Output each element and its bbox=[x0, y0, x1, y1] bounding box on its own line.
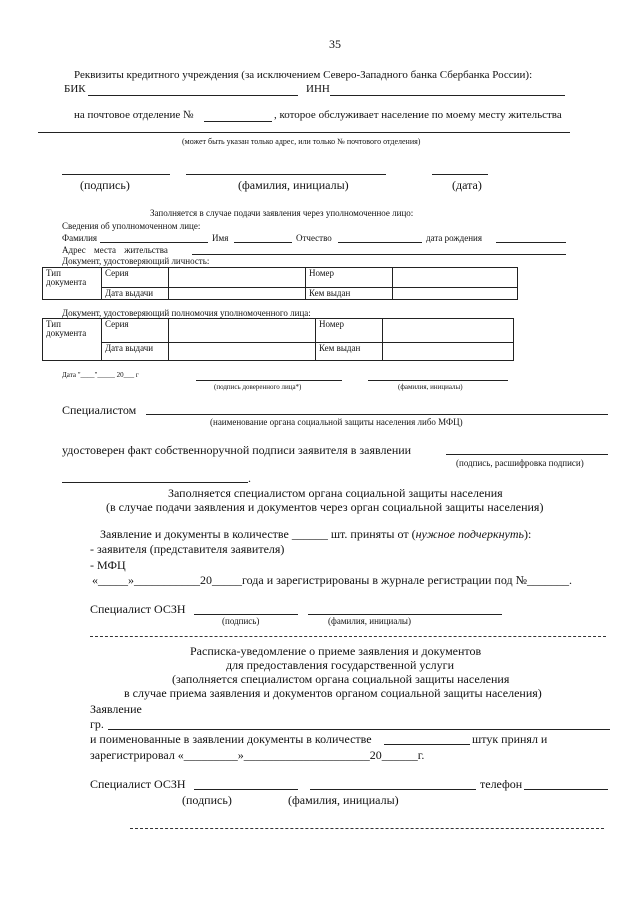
receipt-title-4: в случае приема заявления и документов органом социальной защиты населения) bbox=[124, 686, 542, 700]
doc-type-header: Тип документа bbox=[43, 319, 102, 361]
receipt-title-1: Расписка-уведомление о приеме заявления и документов bbox=[190, 644, 482, 658]
representative-heading: Заполняется в случае подачи заявления через уполномоченное лицо: bbox=[150, 208, 414, 218]
certified-caption: (подпись, расшифровка подписи) bbox=[456, 458, 584, 468]
post-office-number-field[interactable] bbox=[204, 121, 272, 122]
receipt-name-caption: (фамилия, инициалы) bbox=[288, 793, 399, 807]
surname-field[interactable] bbox=[100, 242, 208, 243]
receipt-specialist-label: Специалист ОСЗН bbox=[90, 777, 186, 791]
bik-field[interactable] bbox=[88, 95, 298, 96]
inn-field[interactable] bbox=[330, 95, 565, 96]
authority-doc-label: Документ, удостоверяющий полномочия уполномоченного лица: bbox=[62, 308, 311, 318]
bank-requisites-title: Реквизиты кредитного учреждения (за исключением Северо-Западного банка Сбербанка России): bbox=[74, 69, 533, 81]
name-caption: (фамилия, инициалы) bbox=[238, 178, 349, 192]
representative-info-label: Сведения об уполномоченном лице: bbox=[62, 221, 201, 231]
receipt-zayavlenie: Заявление bbox=[90, 702, 142, 716]
surname-label: Фамилия bbox=[62, 233, 98, 243]
authority-document-table bbox=[42, 318, 514, 361]
ossn-title-1: Заполняется специалистом органа социальной защиты населения bbox=[168, 486, 503, 500]
ossn-title-2: (в случае подачи заявления и документов через орган социальной защиты населения) bbox=[106, 500, 544, 514]
rep-signature-field[interactable] bbox=[196, 380, 342, 381]
receipt-phone-field[interactable] bbox=[524, 789, 608, 790]
specialist-org-field[interactable] bbox=[146, 414, 608, 415]
rep-name-caption: (фамилия, инициалы) bbox=[398, 383, 463, 391]
receipt-citizen-field[interactable] bbox=[108, 729, 610, 730]
ossn-name-field[interactable] bbox=[308, 614, 502, 615]
receipt-registered-text: зарегистрировал «_________»_____________________20______г. bbox=[90, 748, 425, 762]
issued-by-header: Кем выдан bbox=[306, 288, 393, 300]
rep-name-field[interactable] bbox=[368, 380, 508, 381]
birthdate-field[interactable] bbox=[496, 242, 566, 243]
id-document-table bbox=[42, 267, 518, 300]
series-header: Серия bbox=[102, 319, 169, 343]
id-doc-label: Документ, удостоверяющий личность: bbox=[62, 256, 210, 266]
issue-date-value[interactable] bbox=[169, 343, 316, 361]
receipt-title-2: для предоставления государственной услуги bbox=[226, 658, 455, 672]
post-office-label: на почтовое отделение № bbox=[74, 109, 194, 121]
specialist-label: Специалистом bbox=[62, 403, 137, 417]
firstname-field[interactable] bbox=[234, 242, 292, 243]
number-header: Номер bbox=[306, 268, 393, 288]
rep-date-text: Дата "____"_____ 20___ г bbox=[62, 371, 139, 379]
date-caption: (дата) bbox=[452, 178, 482, 192]
series-header: Серия bbox=[102, 268, 169, 288]
bottom-cut-line bbox=[130, 828, 604, 829]
receipt-docs-suffix: штук принял и bbox=[472, 732, 548, 746]
cut-line bbox=[90, 636, 606, 637]
series-value[interactable] bbox=[169, 319, 316, 343]
number-header: Номер bbox=[316, 319, 383, 343]
accepted-text: Заявление и документы в количестве ______ шт. приняты от ( bbox=[100, 527, 416, 541]
issued-by-value[interactable] bbox=[383, 343, 514, 361]
option-applicant[interactable]: - заявителя (представителя заявителя) bbox=[90, 542, 285, 556]
number-value[interactable] bbox=[393, 268, 518, 288]
doc-type-header: Тип документа bbox=[43, 268, 102, 300]
rep-address-field[interactable] bbox=[192, 254, 566, 255]
certified-period: . bbox=[248, 471, 251, 485]
patronymic-field[interactable] bbox=[338, 242, 422, 243]
receipt-title-3: (заполняется специалистом органа социальной защиты населения bbox=[172, 672, 510, 686]
signature-field[interactable] bbox=[62, 174, 170, 175]
page-number: 35 bbox=[329, 37, 341, 51]
certified-extra-field[interactable] bbox=[62, 482, 248, 483]
ossn-signature-caption: (подпись) bbox=[222, 616, 260, 626]
receipt-phone-label: телефон bbox=[480, 777, 523, 791]
option-mfc[interactable]: - МФЦ bbox=[90, 558, 126, 572]
rep-signature-caption: (подпись доверенного лица*) bbox=[214, 383, 302, 391]
issue-date-value[interactable] bbox=[169, 288, 306, 300]
number-value[interactable] bbox=[383, 319, 514, 343]
inn-label: ИНН bbox=[306, 83, 330, 95]
receipt-name-field[interactable] bbox=[310, 789, 476, 790]
signature-caption: (подпись) bbox=[80, 178, 130, 192]
series-value[interactable] bbox=[169, 268, 306, 288]
ossn-signature-field[interactable] bbox=[194, 614, 298, 615]
birthdate-label: дата рождения bbox=[426, 233, 482, 243]
name-field[interactable] bbox=[186, 174, 386, 175]
address-note: (может быть указан только адрес, или только № почтового отделения) bbox=[182, 137, 421, 146]
issue-date-header: Дата выдачи bbox=[102, 343, 169, 361]
certified-text: удостоверен факт собственноручной подписи заявителя в заявлении bbox=[62, 443, 412, 457]
patronymic-label: Отчество bbox=[296, 233, 332, 243]
receipt-gr-label: гр. bbox=[90, 717, 104, 731]
receipt-signature-caption: (подпись) bbox=[182, 793, 232, 807]
issued-by-value[interactable] bbox=[393, 288, 518, 300]
issue-date-header: Дата выдачи bbox=[102, 288, 169, 300]
certified-signature-field[interactable] bbox=[446, 454, 608, 455]
issued-by-header: Кем выдан bbox=[316, 343, 383, 361]
post-office-suffix: , которое обслуживает население по моему месту жительства bbox=[274, 109, 562, 121]
ossn-registered-text: «_____»___________20_____года и зарегистрированы в журнале регистрации под №_______. bbox=[92, 573, 573, 587]
ossn-name-caption: (фамилия, инициалы) bbox=[328, 616, 411, 626]
accepted-end: ): bbox=[523, 527, 532, 541]
address-label: Адрес места жительства bbox=[62, 245, 168, 255]
specialist-org-caption: (наименование органа социальной защиты населения либо МФЦ) bbox=[210, 417, 463, 427]
accepted-italic: нужное подчеркнуть bbox=[415, 527, 524, 541]
receipt-signature-field[interactable] bbox=[194, 789, 298, 790]
receipt-docs-count-field[interactable] bbox=[384, 744, 470, 745]
ossn-accepted-line bbox=[100, 528, 531, 540]
address-field[interactable] bbox=[38, 132, 570, 133]
date-field[interactable] bbox=[432, 174, 488, 175]
receipt-docs-text: и поименованные в заявлении документы в количестве bbox=[90, 732, 372, 746]
bik-label: БИК bbox=[64, 83, 86, 95]
firstname-label: Имя bbox=[212, 233, 229, 243]
ossn-specialist-label: Специалист ОСЗН bbox=[90, 602, 186, 616]
